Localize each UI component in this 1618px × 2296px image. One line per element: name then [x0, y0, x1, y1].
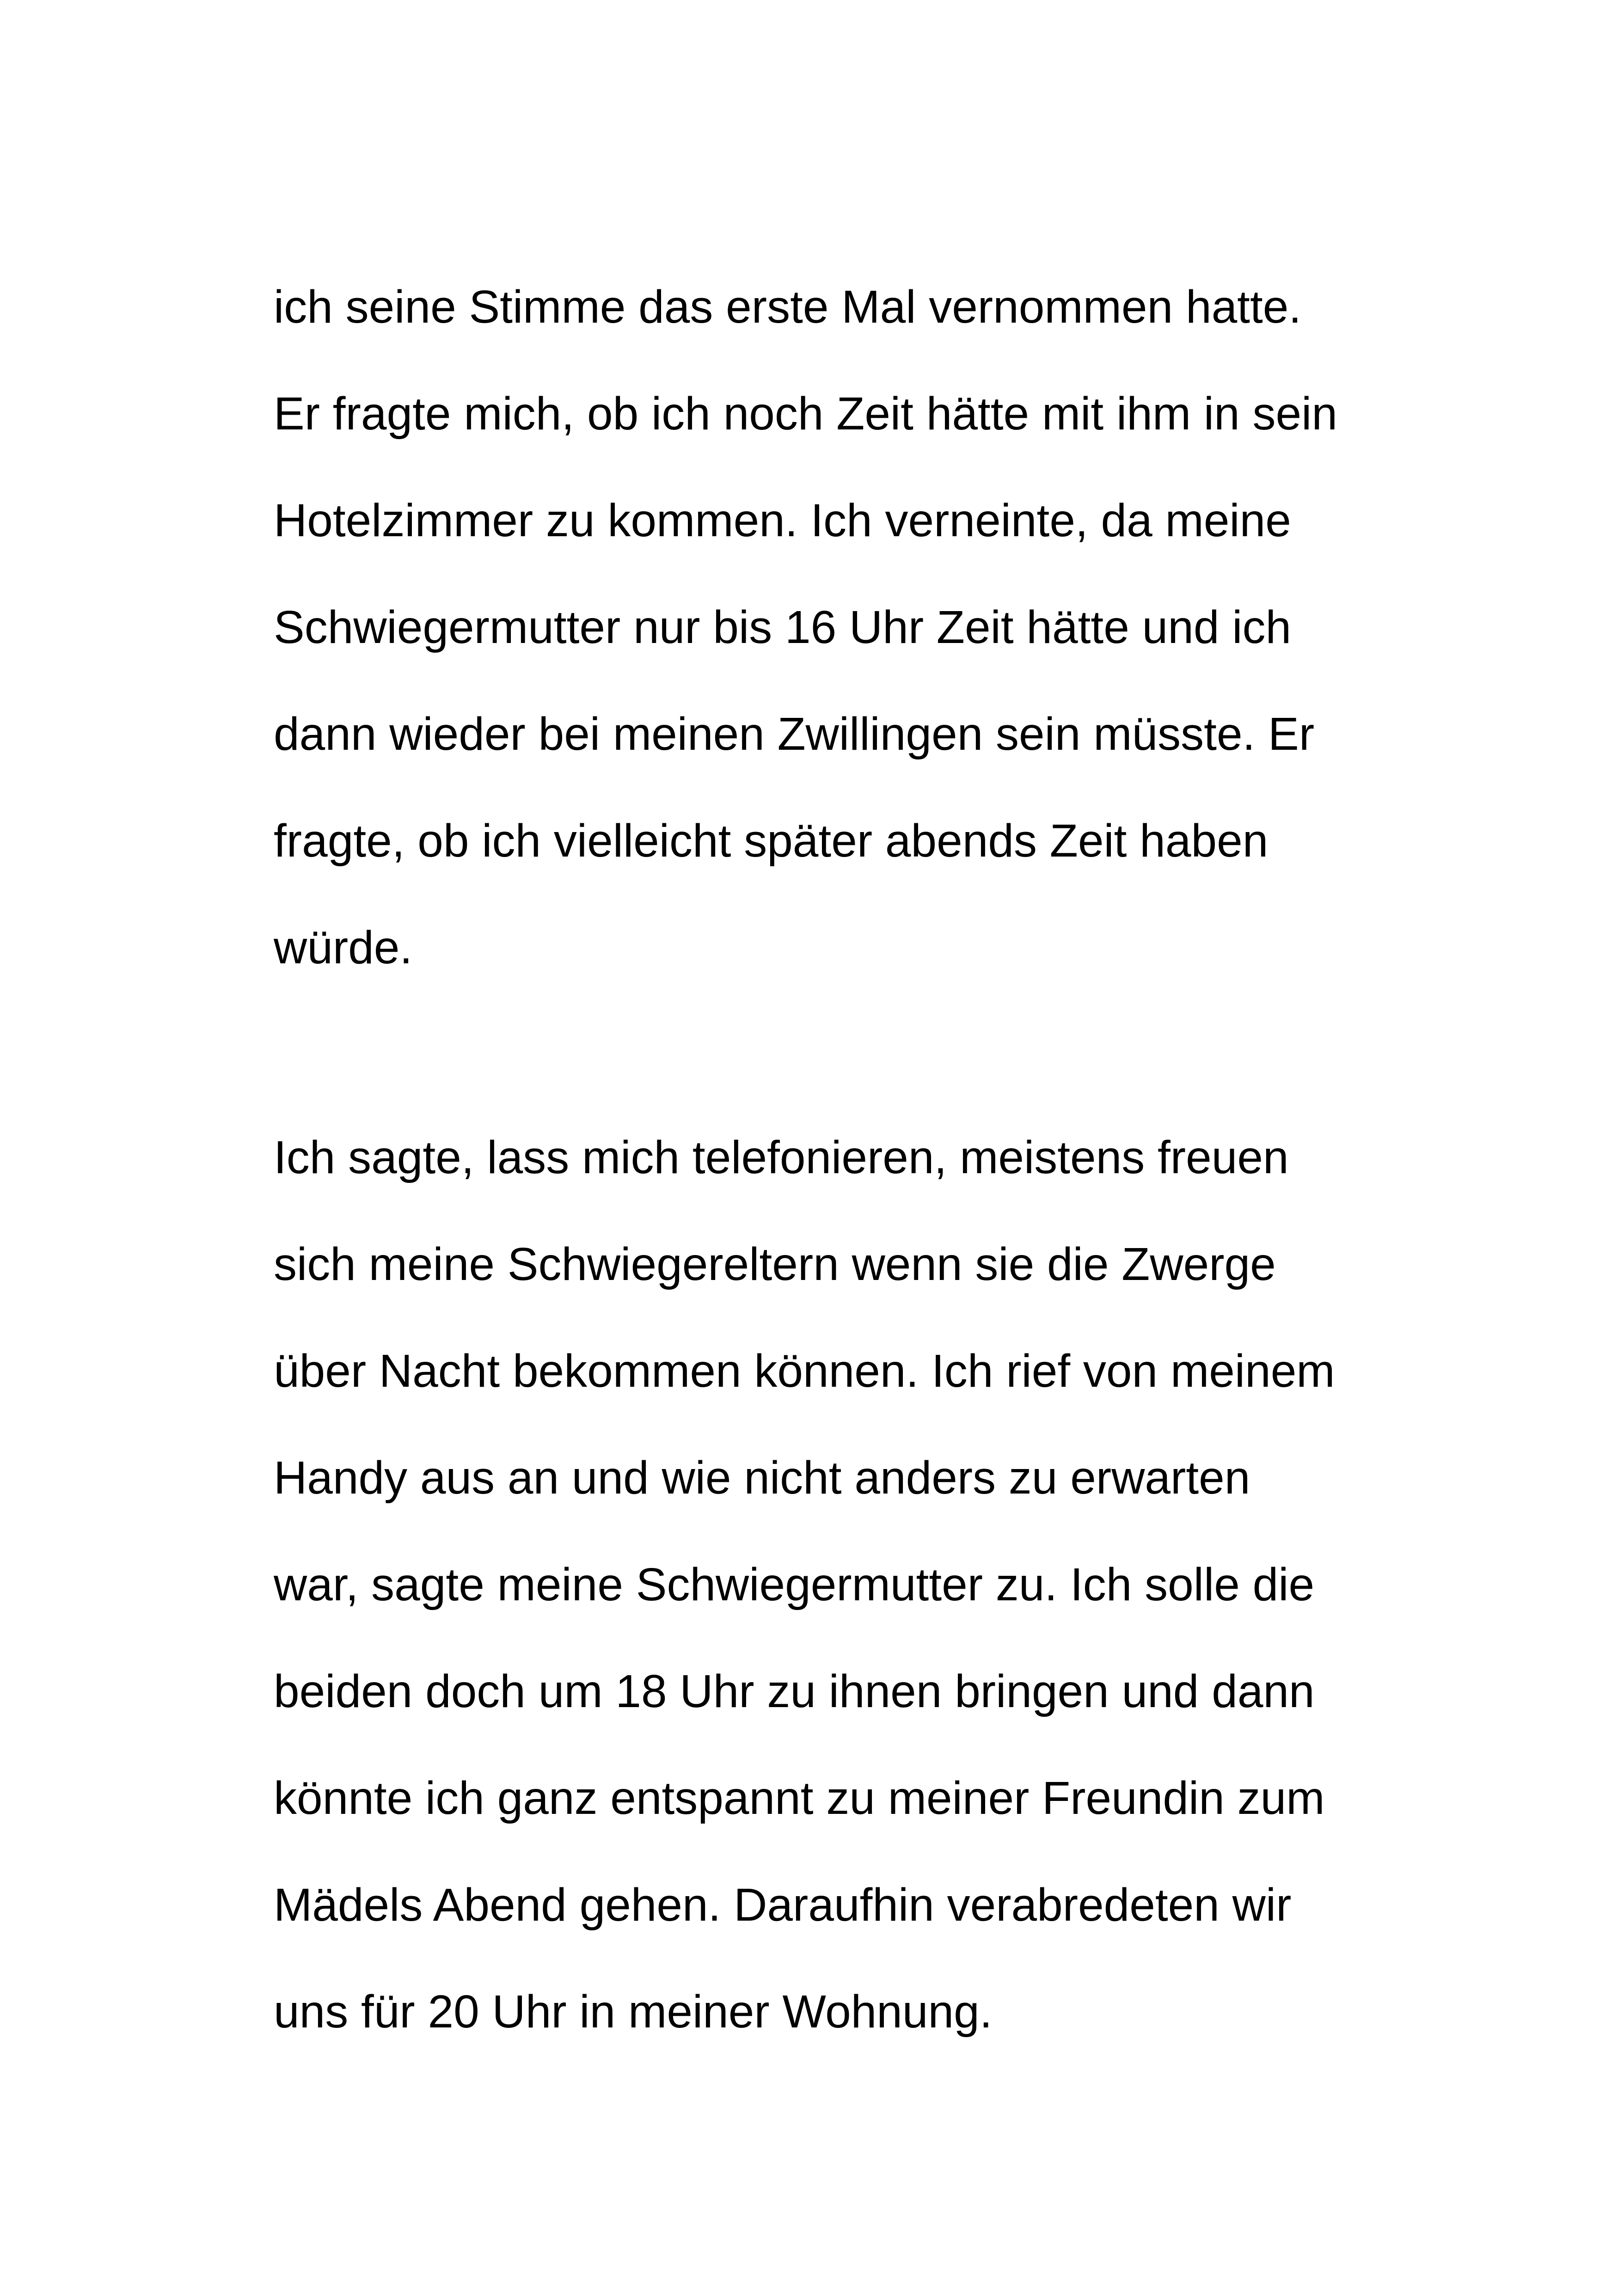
text-line: dann wieder bei meinen Zwillingen sein müsste. Er — [274, 708, 1315, 760]
text-line: Handy aus an und wie nicht anders zu erwarten — [274, 1452, 1250, 1504]
text-line: sich meine Schwiegereltern wenn sie die Zwerge — [274, 1238, 1276, 1290]
text-line: könnte ich ganz entspannt zu meiner Freundin zum — [274, 1772, 1325, 1824]
text-line: fragte, ob ich vielleicht später abends Zeit haben — [274, 815, 1269, 867]
text-line: uns für 20 Uhr in meiner Wohnung. — [274, 1986, 993, 2038]
text-line: war, sagte meine Schwiegermutter zu. Ich solle die — [274, 1559, 1315, 1610]
text-line: Mädels Abend gehen. Daraufhin verabredeten wir — [274, 1879, 1292, 1931]
text-line: würde. — [274, 922, 413, 974]
text-line: Schwiegermutter nur bis 16 Uhr Zeit hätte und ich — [274, 601, 1292, 653]
text-line: über Nacht bekommen können. Ich rief von meinem — [274, 1345, 1335, 1397]
text-line: ich seine Stimme das erste Mal vernommen hatte. — [274, 281, 1302, 333]
paragraph-2 — [274, 1104, 1476, 2065]
text-line: Ich sagte, lass mich telefonieren, meistens freuen — [274, 1132, 1289, 1183]
paragraph-1 — [274, 254, 1476, 1001]
text-line: Er fragte mich, ob ich noch Zeit hätte mit ihm in sein — [274, 388, 1337, 440]
text-line: beiden doch um 18 Uhr zu ihnen bringen und dann — [274, 1665, 1315, 1717]
text-line: Hotelzimmer zu kommen. Ich verneinte, da meine — [274, 495, 1291, 546]
